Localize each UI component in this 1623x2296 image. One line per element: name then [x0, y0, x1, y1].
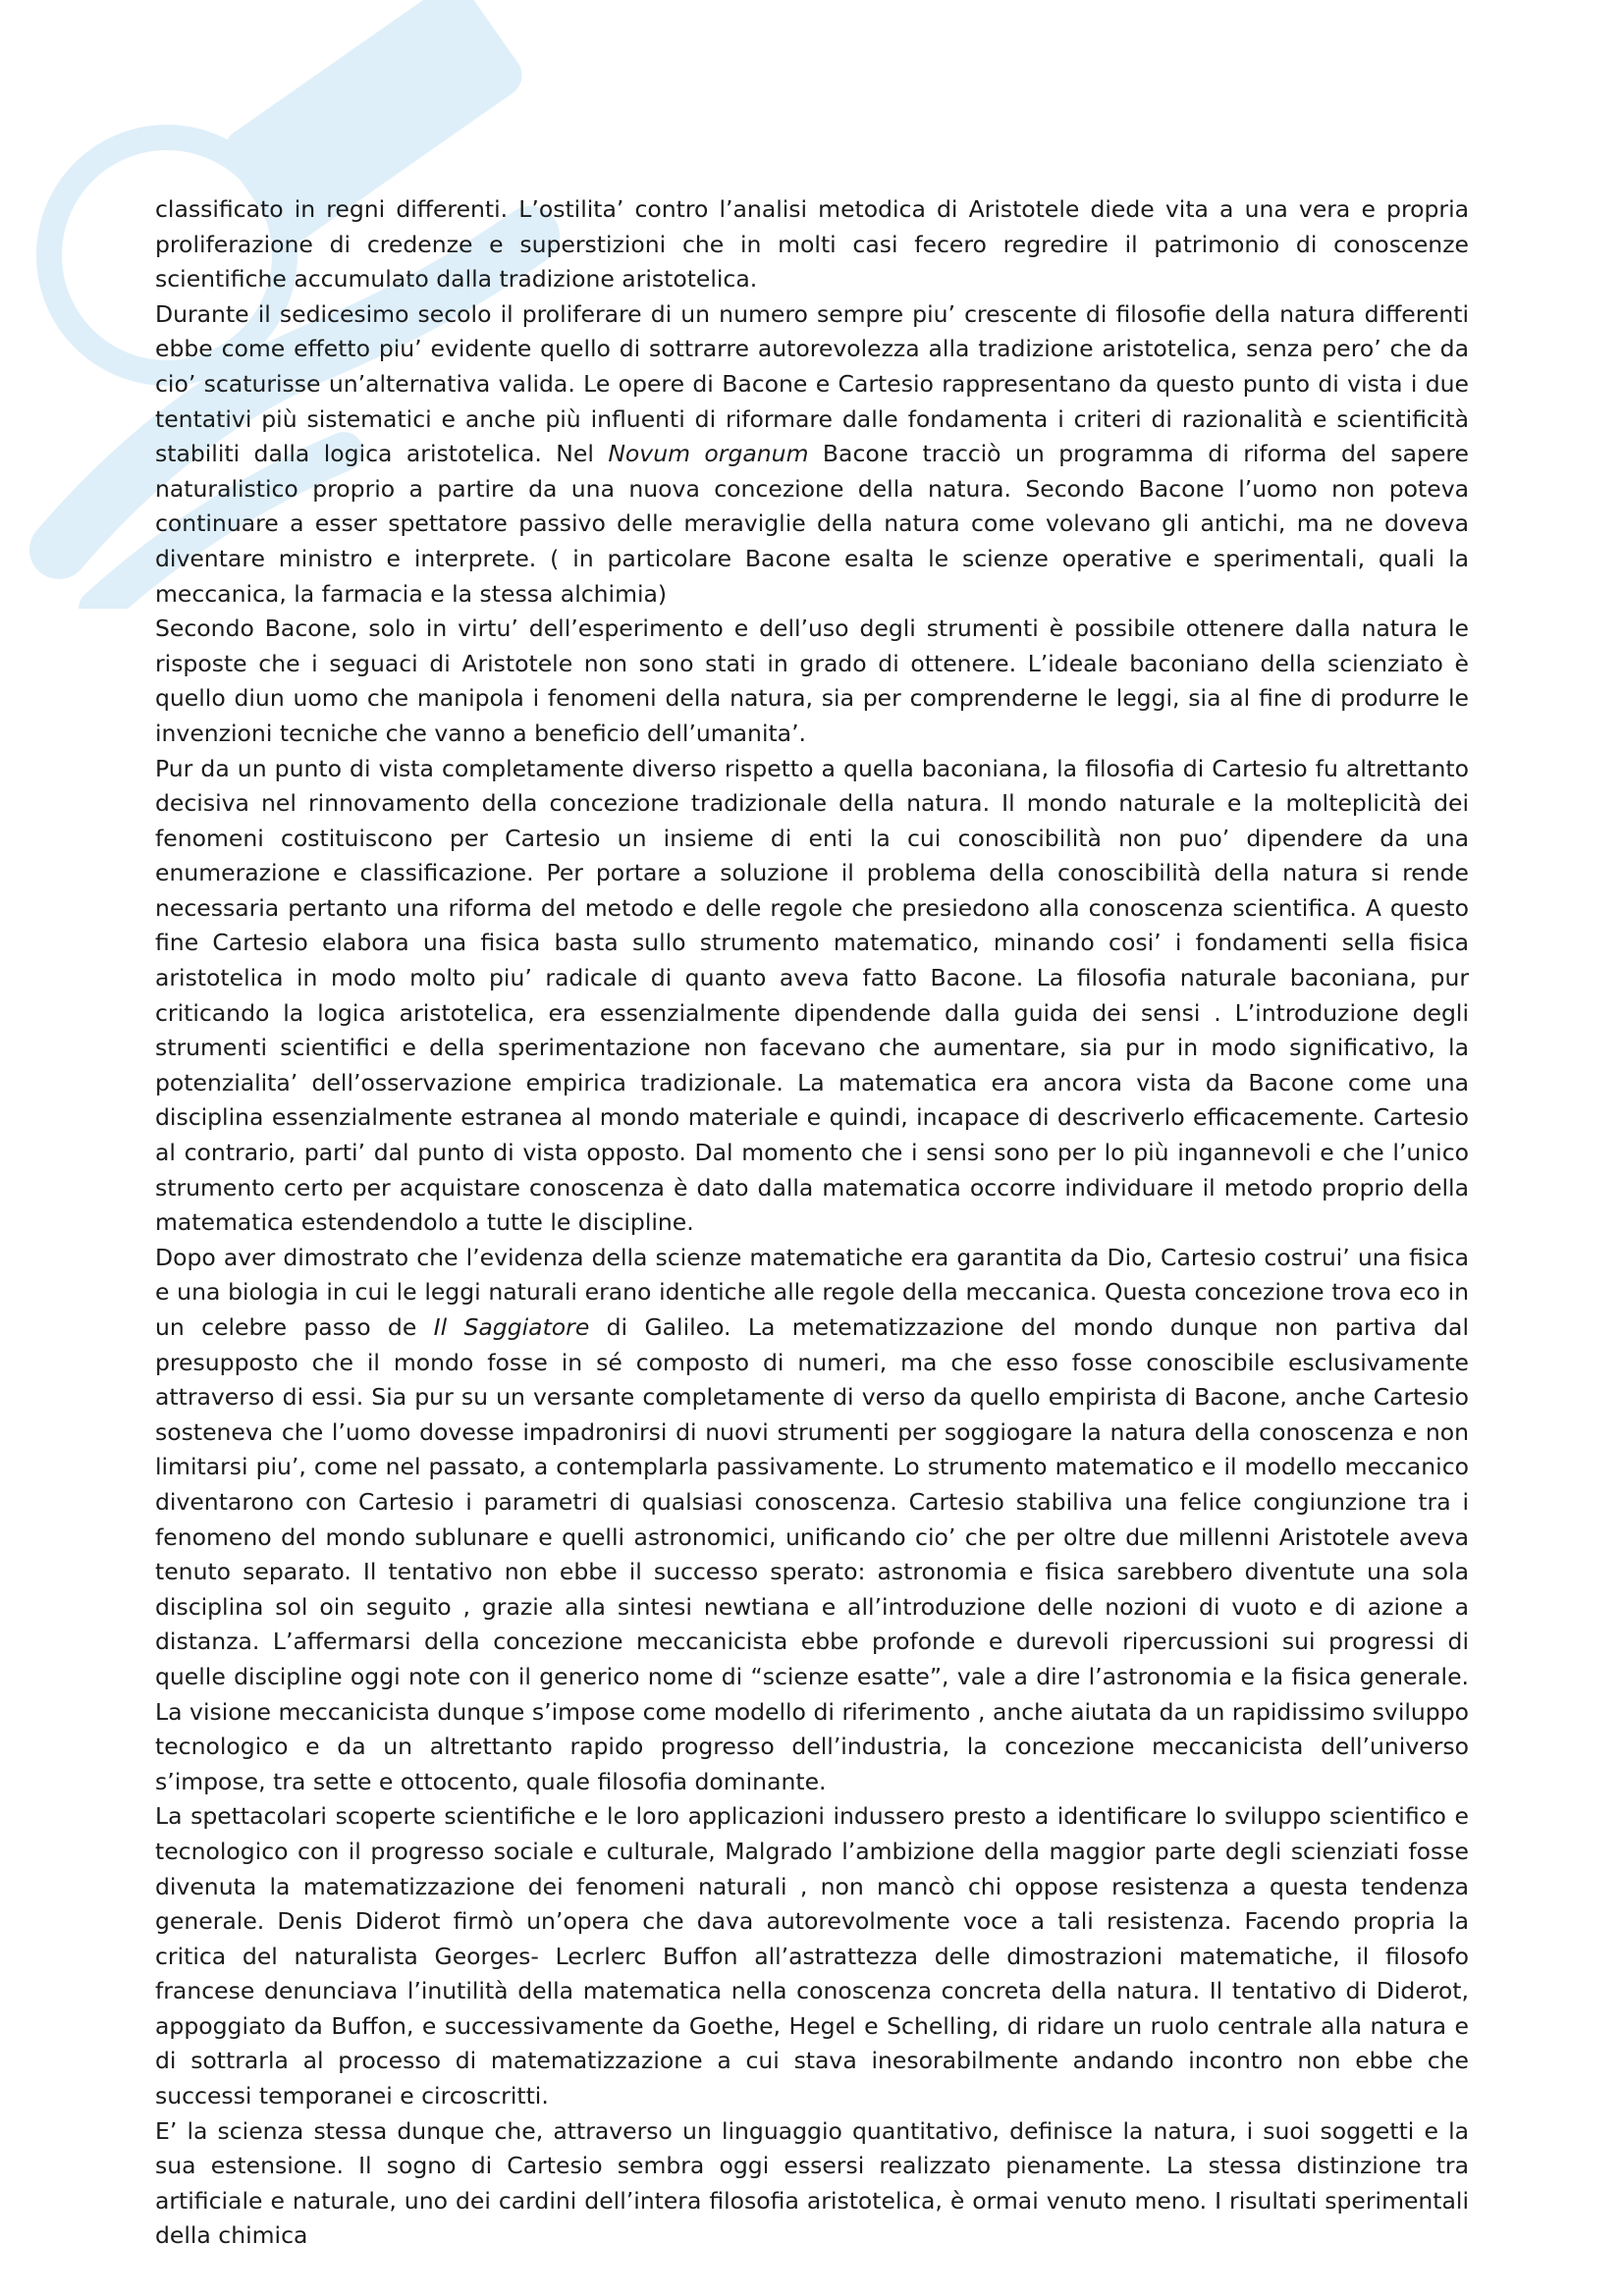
paragraph	[155, 1799, 1469, 2113]
text-run: La spettacolari scoperte scientifiche e le loro applicazioni indussero presto a identificare lo sviluppo scientifico e tecnologico con il progresso sociale e culturale, Malgrado l’ambizione della maggior parte degli scienziati fosse divenuta la matematizzazione dei fenomeni naturali , non mancò chi oppose resistenza a questa tendenza generale. Denis Diderot firmò un’opera che dava autorevolmente voce a tali resistenza. Facendo propria la critica del naturalista Georges- Lecrlerc Buffon all’astrattezza delle dimostrazioni matematiche, il filosofo francese denunciava l’inutilità della matematica nella conoscenza concreta della natura. Il tentativo di Diderot, appoggiato da Buffon, e successivamente da Goethe, Hegel e Schelling, di ridare un ruolo centrale alla natura e di sottrarla al processo di matematizzazione a cui stava inesorabilmente andando incontro non ebbe che successi temporanei e circoscritti.	[155, 1802, 1469, 2110]
text-run: E’ la scienza stessa dunque che, attraverso un linguaggio quantitativo, definisce la natura, i suoi soggetti e la sua estensione. Il sogno di Cartesio sembra oggi essersi realizzato pienamente. La stessa distinzione tra artificiale e naturale, uno dei cardini dell’intera filosofia aristotelica, è ormai venuto meno. I risultati sperimentali della chimica	[155, 2116, 1469, 2250]
paragraph	[155, 1241, 1469, 1800]
document-body	[155, 192, 1469, 2254]
text-run: Durante il sedicesimo secolo il proliferare di un numero sempre piu’ crescente di filosofie della natura differenti ebbe come effetto piu’ evidente quello di sottrarre autorevolezza alla tradizione aristotelica, senza pero’ che da cio’ scaturisse un’alternativa valida. Le opere di Bacone e Cartesio rappresentano da questo punto di vista i due tentativi più sistematici e anche più influenti di riformare dalle fondamenta i criteri di razionalità e scientificità stabiliti dalla logica aristotelica. Nel	[155, 299, 1469, 468]
italic-title: Il Saggiatore	[433, 1313, 590, 1341]
paragraph	[155, 2114, 1469, 2254]
text-run: Bacone tracciò un programma di riforma del sapere naturalistico proprio a partire da una nuova concezione della natura. Secondo Bacone l’uomo non poteva continuare a esser spettatore passivo delle meraviglie della natura come volevano gli antichi, ma ne doveva diventare ministro e interprete. ( in particolare Bacone esalta le scienze operative e sperimentali, quali la meccanica, la farmacia e la stessa alchimia)	[155, 440, 1470, 608]
paragraph	[155, 192, 1469, 297]
text-run: Pur da un punto di vista completamente diverso rispetto a quella baconiana, la filosofia di Cartesio fu altrettanto decisiva nel rinnovamento della concezione tradizionale della natura. Il mondo naturale e la molteplicità dei fenomeni costituiscono per Cartesio un insieme di enti la cui conoscibilità non puo’ dipendere da una enumerazione e classificazione. Per portare a soluzione il problema della conoscibilità della natura si rende necessaria pertanto una riforma del metodo e delle regole che presiedono alla conoscenza scientifica. A questo fine Cartesio elabora una fisica basta sullo strumento matematico, minando cosi’ i fondamenti sella fisica aristotelica in modo molto piu’ radicale di quanto aveva fatto Bacone. La filosofia naturale baconiana, pur criticando la logica aristotelica, era essenzialmente dipendende dalla guida dei sensi . L’introduzione degli strumenti scientifici e della sperimentazione non facevano che aumentare, sia pur in modo significativo, la potenzialita’ dell’osservazione empirica tradizionale. La matematica era ancora vista da Bacone come una disciplina essenzialmente estranea al mondo materiale e quindi, incapace di descriverlo efficacemente. Cartesio al contrario, parti’ dal punto di vista opposto. Dal momento che i sensi sono per lo più ingannevoli e che l’unico strumento certo per acquistare conoscenza è dato dalla matematica occorre individuare il metodo proprio della matematica estendendolo a tutte le discipline.	[155, 754, 1469, 1237]
text-run: Secondo Bacone, solo in virtu’ dell’esperimento e dell’uso degli strumenti è possibile ottenere dalla natura le risposte che i seguaci di Aristotele non sono stati in grado di ottenere. L’ideale baconiano della scienziato è quello diun uomo che manipola i fenomeni della natura, sia per comprenderne le leggi, sia al fine di produrre le invenzioni tecniche che vanno a beneficio dell’umanita’.	[155, 614, 1469, 747]
italic-title: Novum organum	[608, 440, 809, 468]
paragraph	[155, 297, 1469, 612]
text-run: classificato in regni differenti. L’ostilita’ contro l’analisi metodica di Aristotele diede vita a una vera e propria proliferazione di credenze e superstizioni che in molti casi fecero regredire il patrimonio di conoscenze scientifiche accumulato dalla tradizione aristotelica.	[155, 195, 1469, 294]
text-run: di Galileo. La metematizzazione del mondo dunque non partiva dal presupposto che il mondo fosse in sé composto di numeri, ma che esso fosse conoscibile esclusivamente attraverso di essi. Sia pur su un versante completamente di verso da quello empirista di Bacone, anche Cartesio sosteneva che l’uomo dovesse impadronirsi di nuovi strumenti per soggiogare la natura della conoscenza e non limitarsi piu’, come nel passato, a contemplarla passivamente. Lo strumento matematico e il modello meccanico diventarono con Cartesio i parametri di qualsiasi conoscenza. Cartesio stabiliva una felice congiunzione tra i fenomeno del mondo sublunare e quelli astronomici, unificando cio’ che per oltre due millenni Aristotele aveva tenuto separato. Il tentativo non ebbe il successo sperato: astronomia e fisica sarebbero diventute una sola disciplina sol oin seguito , grazie alla sintesi newtiana e all’introduzione delle nozioni di vuoto e di azione a distanza. L’affermarsi della concezione meccanicista ebbe profonde e durevoli ripercussioni sui progressi di quelle discipline oggi note con il generico nome di “scienze esatte”, vale a dire l’astronomia e la fisica generale. La visione meccanicista dunque s’impose come modello di riferimento , anche aiutata da un rapidissimo sviluppo tecnologico e da un altrettanto rapido progresso dell’industria, la concezione meccanicista dell’universo s’impose, tra sette e ottocento, quale filosofia dominante.	[155, 1313, 1469, 1795]
paragraph	[155, 612, 1469, 751]
paragraph	[155, 752, 1469, 1241]
text-run: Dopo aver dimostrato che l’evidenza della scienze matematiche era garantita da Dio, Cartesio costrui’ una fisica e una biologia in cui le leggi naturali erano identiche alle regole della meccanica. Questa concezione trova eco in un celebre passo de	[155, 1243, 1469, 1341]
